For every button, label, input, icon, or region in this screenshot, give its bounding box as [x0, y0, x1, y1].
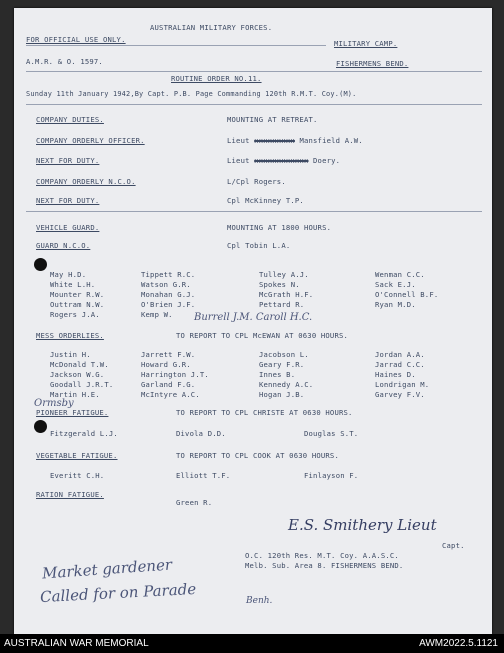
mess-orderlies-label: MESS ORDERLIES. — [36, 331, 104, 340]
mess-name: Haines D. — [375, 370, 416, 379]
mess-name: Garvey F.V. — [375, 390, 425, 399]
footer-institution: AUSTRALIAN WAR MEMORIAL — [4, 638, 149, 649]
duty-label: NEXT FOR DUTY. — [36, 196, 100, 205]
camp-label: MILITARY CAMP. — [334, 39, 398, 48]
vegetable-name: Everitt C.H. — [50, 471, 105, 480]
guard-name: Rogers J.A. — [50, 310, 100, 319]
mess-name: Geary F.R. — [259, 360, 305, 369]
guard-name: Mounter R.W. — [50, 290, 105, 299]
document-page — [14, 8, 492, 634]
margin-note-line: Market gardener — [41, 555, 173, 583]
vegetable-name: Elliott T.F. — [176, 471, 231, 480]
mess-name: Harrington J.T. — [141, 370, 209, 379]
guard-name: Outtram N.W. — [50, 300, 105, 309]
duty-value: Lieut xxxxxxxxx Mansfield A.W. — [227, 136, 363, 145]
duty-label: COMPANY ORDERLY N.C.O. — [36, 177, 136, 186]
guard-name: May H.D. — [50, 270, 87, 279]
margin-initial: Benh. — [246, 596, 273, 606]
document-title: AUSTRALIAN MILITARY FORCES. — [150, 23, 273, 32]
guard-name: Monahan G.J. — [141, 290, 196, 299]
section-rule — [26, 211, 482, 212]
mess-name: Jordan A.A. — [375, 350, 425, 359]
header-rule — [26, 104, 482, 105]
pioneer-name: Douglas S.T. — [304, 429, 359, 438]
mess-orderlies-instruction: TO REPORT TO CPL McEWAN AT 0630 HOURS. — [176, 331, 349, 340]
ration-name: Green R. — [176, 498, 213, 507]
guard-handwritten-addition: Burrell J.M. Caroll H.C. — [194, 312, 313, 323]
duty-label: NEXT FOR DUTY. — [36, 156, 100, 165]
punch-hole — [34, 420, 47, 433]
pioneer-fatigue-instruction: TO REPORT TO CPL CHRISTE AT 0630 HOURS. — [176, 408, 353, 417]
order-dateline: Sunday 11th January 1942,By Capt. P.B. Page Commanding 120th R.M.T. Coy.(M). — [26, 90, 357, 98]
duty-label: COMPANY ORDERLY OFFICER. — [36, 136, 145, 145]
mess-name: Londrigan M. — [375, 380, 430, 389]
amr-reference: A.M.R. & O. 1597. — [26, 57, 103, 66]
vegetable-fatigue-label: VEGETABLE FATIGUE. — [36, 451, 118, 460]
ration-fatigue-label: RATION FATIGUE. — [36, 490, 104, 499]
guard-name: Wenman C.C. — [375, 270, 425, 279]
mess-name: Kennedy A.C. — [259, 380, 314, 389]
vehicle-guard-label: VEHICLE GUARD. — [36, 223, 100, 232]
guard-name: Kemp W. — [141, 310, 173, 319]
guard-name: McGrath H.F. — [259, 290, 314, 299]
duty-value: L/Cpl Rogers. — [227, 177, 286, 186]
vegetable-name: Finlayson F. — [304, 471, 359, 480]
guard-nco-label: GUARD N.C.O. — [36, 241, 91, 250]
guard-name: Spokes N. — [259, 280, 300, 289]
signature-rank: Capt. — [442, 541, 465, 550]
duty-value: Cpl McKinney T.P. — [227, 196, 304, 205]
guard-name: Ryan M.D. — [375, 300, 416, 309]
guard-name: Pettard R. — [259, 300, 305, 309]
mess-name: Goodall J.R.T. — [50, 380, 114, 389]
guard-name: Tulley A.J. — [259, 270, 309, 279]
mess-name: Justin H. — [50, 350, 91, 359]
guard-nco-value: Cpl Tobin L.A. — [227, 241, 291, 250]
mess-name: Howard G.R. — [141, 360, 191, 369]
signature-unit-line: O.C. 120th Res. M.T. Coy. A.A.S.C. — [245, 551, 399, 560]
duty-label: COMPANY DUTIES. — [36, 115, 104, 124]
routine-order-number: ROUTINE ORDER NO.11. — [171, 74, 262, 83]
signature-area-line: Melb. Sub. Area 8. FISHERMENS BEND. — [245, 561, 404, 570]
mess-name: Jacobson L. — [259, 350, 309, 359]
footer-catalogue-number: AWM2022.5.1121 — [419, 638, 498, 649]
pioneer-name: Divola D.D. — [176, 429, 226, 438]
mess-handwritten-note: Ormsby — [34, 398, 74, 409]
guard-name: Sack E.J. — [375, 280, 416, 289]
mess-name: McDonald T.W. — [50, 360, 109, 369]
official-use-label: FOR OFFICIAL USE ONLY. — [26, 35, 126, 44]
mess-name: Hogan J.B. — [259, 390, 305, 399]
guard-name: Watson G.R. — [141, 280, 191, 289]
mess-name: Jarrad C.C. — [375, 360, 425, 369]
mess-name: Martin H.E. — [50, 390, 100, 399]
pioneer-fatigue-label: PIONEER FATIGUE. — [36, 408, 109, 417]
header-rule — [26, 71, 482, 72]
pioneer-name: Fitzgerald L.J. — [50, 429, 118, 438]
camp-location: FISHERMENS BEND. — [336, 59, 409, 68]
mess-name: Innes B. — [259, 370, 296, 379]
guard-name: O'Brien J.F. — [141, 300, 196, 309]
mess-name: Jackson W.G. — [50, 370, 105, 379]
duty-value: Lieut xxxxxxxxxxxx Doery. — [227, 156, 341, 165]
guard-name: O'Connell B.F. — [375, 290, 439, 299]
vegetable-fatigue-instruction: TO REPORT TO CPL COOK AT 0630 HOURS. — [176, 451, 339, 460]
mess-name: Jarrett F.W. — [141, 350, 196, 359]
mess-name: McIntyre A.C. — [141, 390, 200, 399]
archive-footer — [0, 634, 504, 653]
guard-name: White L.H. — [50, 280, 96, 289]
handwritten-signature: E.S. Smithery Lieut — [288, 516, 437, 534]
margin-note-line: Called for on Parade — [39, 579, 197, 607]
header-rule — [26, 45, 326, 46]
punch-hole — [34, 258, 47, 271]
guard-name: Tippett R.C. — [141, 270, 196, 279]
duty-value: MOUNTING AT RETREAT. — [227, 115, 318, 124]
vehicle-guard-value: MOUNTING AT 1800 HOURS. — [227, 223, 332, 232]
mess-name: Garland F.G. — [141, 380, 196, 389]
